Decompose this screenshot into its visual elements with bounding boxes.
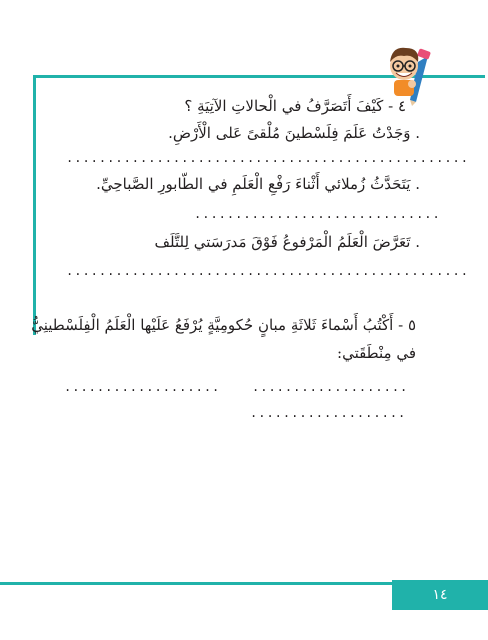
answer-line-2: ..............................: [194, 207, 441, 221]
answer-blank-1: ...................: [64, 380, 221, 394]
question-4-item-1: . وَجَدْتُ عَلَمَ فِلَسْطينَ مُلْقىً عَلى الْأَرْضِ.: [168, 124, 420, 142]
question-4-title: ٤ - كَيْفَ أَتَصَرَّفُ في الْحالاتِ الآتِيَةِ ؟: [184, 97, 406, 115]
question-5-line-1: ٥ - أَكْتُبُ أَسْماءَ ثَلاثَةِ مبانٍ حُكومِيَّةٍ يُرْفَعُ عَلَيْها الْعَلَمُ الْفِلَسْطينِيُّ: [31, 316, 416, 334]
answer-blank-3: ...................: [250, 406, 407, 420]
question-4-item-2: . يَتَحَدَّثُ زُملائي أَثْناءَ رَفْعِ الْعَلَمِ في الطّابورِ الصَّباحِيِّ.: [96, 175, 420, 193]
page-number: ١٤: [392, 580, 488, 610]
answer-line-1: .................................................: [66, 151, 470, 165]
answer-blank-2: ...................: [252, 380, 409, 394]
question-4-item-3: . تَعَرَّضَ الْعَلَمُ الْمَرْفوعُ فَوْقَ مَدرَسَتي لِلتَّلَف: [154, 233, 420, 251]
question-5-line-2: في مِنْطَقَتي:: [337, 344, 416, 362]
answer-line-3: .................................................: [66, 264, 470, 278]
